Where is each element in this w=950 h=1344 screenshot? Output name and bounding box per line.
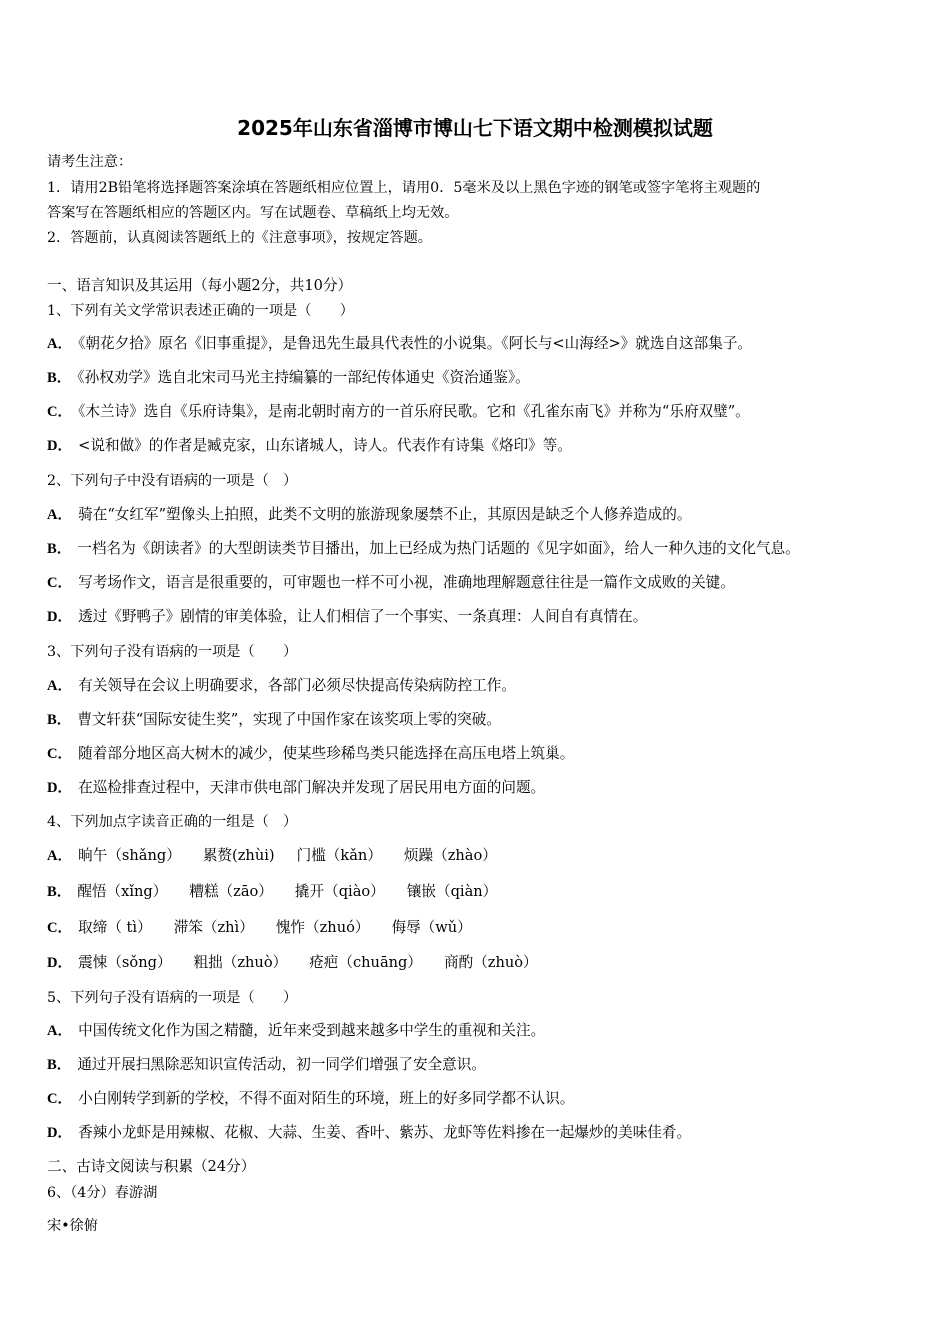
- option-label: C．: [47, 746, 73, 762]
- pinyin-item: 镶嵌（qiàn）: [406, 883, 498, 900]
- option-text: 随着部分地区高大树木的减少，使某些珍稀鸟类只能选择在高压电塔上筑巢。: [78, 745, 575, 762]
- option-text: 《孙权劝学》选自北宋司马光主持编纂的一部纪传体通史《资治通鉴》。: [77, 369, 530, 386]
- pinyin-item: 商酌（zhuò）: [444, 954, 538, 971]
- pinyin-item: 晌午（shǎng）: [78, 847, 181, 864]
- q5-option-c: [47, 1089, 574, 1109]
- option-text: 在巡检排查过程中，天津市供电部门解决并发现了居民用电方面的问题。: [78, 779, 546, 796]
- pinyin-item: 累赘(zhùi): [202, 847, 275, 864]
- q3-option-b: [47, 710, 501, 730]
- q5-option-b: [47, 1055, 486, 1075]
- option-label: B．: [47, 370, 72, 386]
- q4-option-d: [47, 953, 560, 973]
- question-6-stem: 6、（4分）春游湖: [47, 1185, 158, 1201]
- q3-option-c: [47, 744, 574, 764]
- pinyin-item: 震悚（sǒng）: [78, 954, 172, 971]
- option-text: 中国传统文化作为国之精髓，近年来受到越来越多中学生的重视和关注。: [78, 1022, 546, 1039]
- notice-heading: 请考生注意：: [47, 154, 133, 170]
- q2-option-d: [47, 607, 647, 627]
- option-label: D．: [47, 1125, 73, 1141]
- pinyin-item: 粗拙（zhuò）: [193, 954, 288, 971]
- option-label: C．: [47, 1091, 73, 1107]
- pinyin-item: 烦躁（zhào）: [403, 847, 497, 864]
- option-label: A．: [47, 1023, 73, 1039]
- option-label: D．: [47, 955, 73, 971]
- option-text: 写考场作文，语言是很重要的，可审题也一样不可小视，准确地理解题意往往是一篇作文成败的关键。: [78, 574, 735, 591]
- notice-line-1: 1．请用2B铅笔将选择题答案涂填在答题纸相应位置上，请用0．5毫米及以上黑色字迹的钢笔或签字笔将主观题的: [47, 180, 761, 196]
- pinyin-item: 糟糕（zāo）: [189, 883, 273, 900]
- section-2-heading: 二、古诗文阅读与积累（24分）: [47, 1158, 256, 1175]
- q4-option-a: [47, 846, 519, 866]
- option-text: 通过开展扫黑除恶知识宣传活动，初一同学们增强了安全意识。: [77, 1056, 486, 1073]
- option-label: C．: [47, 575, 73, 591]
- q5-option-d: [47, 1123, 691, 1143]
- option-text: 骑在“女红军”塑像头上拍照，此类不文明的旅游现象屡禁不止，其原因是缺乏个人修养造成的。: [78, 506, 692, 523]
- option-text: 曹文轩获“国际安徒生奖”，实现了中国作家在该奖项上零的突破。: [77, 711, 501, 728]
- q1-option-d: [47, 436, 572, 456]
- page-title: 2025年山东省淄博市博山七下语文期中检测模拟试题: [237, 116, 713, 140]
- q4-option-b: [47, 882, 519, 902]
- option-label: A．: [47, 336, 73, 352]
- option-label: C．: [47, 404, 73, 420]
- q2-option-c: [47, 573, 735, 593]
- notice-line-2: 答案写在答题纸相应的答题区内。写在试题卷、草稿纸上均无效。: [47, 205, 459, 221]
- q1-option-c: [47, 402, 750, 422]
- option-label: D．: [47, 438, 73, 454]
- option-label: D．: [47, 780, 73, 796]
- pinyin-item: 醒悟（xǐng）: [77, 883, 168, 900]
- option-text: 小白刚转学到新的学校，不得不面对陌生的环境，班上的好多同学都不认识。: [78, 1090, 575, 1107]
- q5-option-a: [47, 1021, 545, 1041]
- notice-line-3: 2．答题前，认真阅读答题纸上的《注意事项》，按规定答题。: [47, 230, 432, 246]
- option-label: B．: [47, 1057, 72, 1073]
- poem-author: 宋•徐俯: [47, 1218, 98, 1234]
- q3-option-a: [47, 676, 516, 696]
- option-label: A．: [47, 678, 73, 694]
- option-label: B．: [47, 712, 72, 728]
- option-label: D．: [47, 609, 73, 625]
- pinyin-item: 愧怍（zhuó）: [275, 919, 370, 936]
- q2-option-b: [47, 539, 800, 559]
- question-3-stem: 3、下列句子没有语病的一项是（ ）: [47, 644, 298, 660]
- question-2-stem: 2、下列句子中没有语病的一项是（ ）: [47, 473, 298, 489]
- option-text: 有关领导在会议上明确要求，各部门必须尽快提高传染病防控工作。: [78, 677, 516, 694]
- option-label: B．: [47, 541, 72, 557]
- option-label: A．: [47, 507, 73, 523]
- pinyin-item: 滞笨（zhì）: [173, 919, 254, 936]
- option-text: 《木兰诗》选自《乐府诗集》，是南北朝时南方的一首乐府民歌。它和《孔雀东南飞》并称为“乐府双璧”。: [78, 403, 750, 420]
- q1-option-b: [47, 368, 530, 388]
- option-text: <说和做》的作者是臧克家，山东诸城人，诗人。代表作有诗集《烙印》等。: [78, 437, 572, 454]
- option-label: B．: [47, 884, 72, 900]
- q4-option-c: [47, 918, 494, 938]
- question-5-stem: 5、下列句子没有语病的一项是（ ）: [47, 990, 298, 1006]
- pinyin-item: 撬开（qiào）: [294, 883, 385, 900]
- pinyin-item: 侮辱（wǔ）: [391, 919, 472, 936]
- option-label: A．: [47, 848, 73, 864]
- q1-option-a: [47, 334, 752, 354]
- pinyin-item: 疮疤（chuāng）: [309, 954, 422, 971]
- q2-option-a: [47, 505, 691, 525]
- option-label: C．: [47, 920, 73, 936]
- pinyin-item: 取缔（ tì）: [78, 919, 152, 936]
- pinyin-item: 门槛（kǎn）: [296, 847, 382, 864]
- option-text: 一档名为《朗读者》的大型朗读类节目播出，加上已经成为热门话题的《见字如面》，给人一种久违的文化气息。: [77, 540, 800, 557]
- q3-option-d: [47, 778, 545, 798]
- question-1-stem: 1、下列有关文学常识表述正确的一项是（ ）: [47, 303, 354, 319]
- option-text: 《朝花夕拾》原名《旧事重提》，是鲁迅先生最具代表性的小说集。《阿长与<山海经>》就选自这部集子。: [78, 335, 753, 352]
- section-1-heading: 一、语言知识及其运用（每小题2分，共10分）: [47, 277, 353, 294]
- option-text: 透过《野鸭子》剧情的审美体验，让人们相信了一个事实、一条真理：人间自有真情在。: [78, 608, 648, 625]
- option-text: 香辣小龙虾是用辣椒、花椒、大蒜、生姜、香叶、紫苏、龙虾等佐料掺在一起爆炒的美味佳肴。: [78, 1124, 692, 1141]
- question-4-stem: 4、下列加点字读音正确的一组是（ ）: [47, 814, 298, 830]
